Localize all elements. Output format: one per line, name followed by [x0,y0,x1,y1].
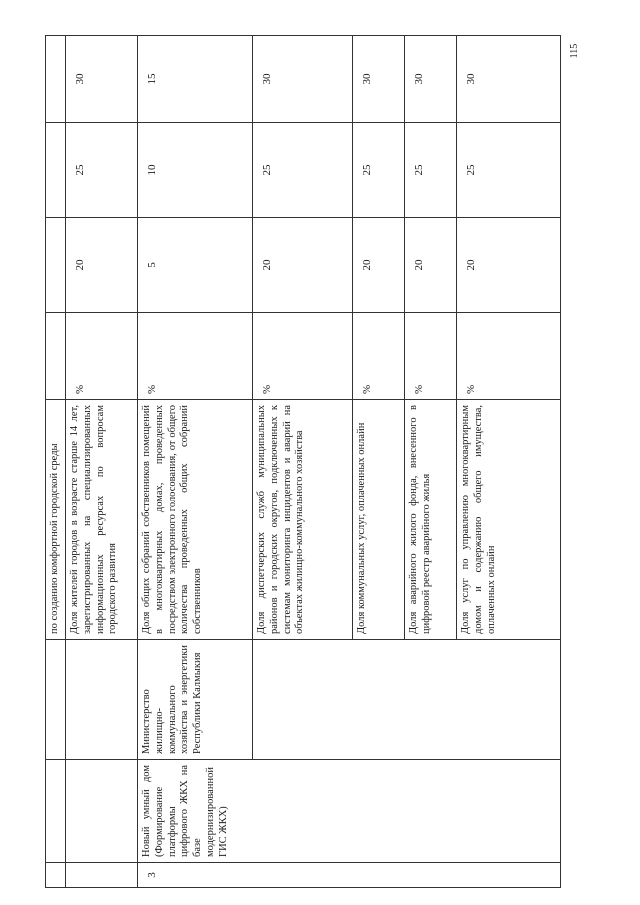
table-row [66,36,138,888]
table-cell [46,313,66,400]
table-cell [66,760,138,863]
indicator-value: 10 [138,123,253,218]
indicator-value: 20 [353,218,405,313]
project-executor: Министерство жилищно-коммунального хозяйства и энергетики Республики Калмыкия [138,640,253,760]
indicator-unit: % [457,313,561,400]
indicator-value: 20 [66,218,138,313]
indicator-unit: % [138,313,253,400]
table-cell [46,640,66,760]
indicator-value: 25 [253,123,353,218]
indicator-value: 20 [253,218,353,313]
indicator-name: Доля жителей городов в возрасте старше 14 лет, зарегистрированных на специализированных информационных ресурсах по вопросам городского развития [66,400,138,640]
indicator-value: 30 [66,36,138,123]
indicator-unit: % [405,313,457,400]
table-cell [46,863,66,888]
indicator-value: 30 [457,36,561,123]
section-title: по созданию комфортной городской среды [46,400,66,640]
table-cell [253,640,561,760]
indicator-value: 25 [66,123,138,218]
table-row [138,36,253,888]
indicator-unit: % [66,313,138,400]
indicator-value: 25 [353,123,405,218]
table-cell [46,760,66,863]
table-cell [46,123,66,218]
page-number: 115 [569,43,580,59]
project-name: Новый умный дом (Формирование платформы цифрового ЖКХ на базе модернизированной ГИС ЖКХ) [138,760,561,863]
rotated-table-container [45,36,560,888]
indicator-unit: % [353,313,405,400]
table-cell [66,640,138,760]
indicator-value: 25 [405,123,457,218]
indicator-name: Доля аварийного жилого фонда, внесенного в цифровой реестр аварийного жилья [405,400,457,640]
indicator-value: 30 [405,36,457,123]
indicator-value: 5 [138,218,253,313]
indicator-name: Доля диспетчерских служб муниципальных районов и городских округов, подключенных к системам мониторинга инцидентов и аварий на объектах жилищно-коммунального хозяйства [253,400,353,640]
table-cell [46,36,66,123]
indicators-table [45,35,561,888]
indicator-value: 20 [457,218,561,313]
indicator-name: Доля общих собраний собственников помещений в многоквартирных домах, проведенных посредством электронного голосования, от общего количества проведенных общих собраний собственников [138,400,253,640]
indicator-value: 15 [138,36,253,123]
table-row [46,36,66,888]
table-cell [46,218,66,313]
indicator-name: Доля коммунальных услуг, оплаченных онлайн [353,400,405,640]
indicator-unit: % [253,313,353,400]
project-number: 3 [138,863,561,888]
table-cell [66,863,138,888]
indicator-value: 30 [353,36,405,123]
indicator-name: Доля услуг по управлению многоквартирным домом и содержанию общего имущества, оплаченных онлайн [457,400,561,640]
indicator-value: 25 [457,123,561,218]
indicator-value: 30 [253,36,353,123]
indicator-value: 20 [405,218,457,313]
